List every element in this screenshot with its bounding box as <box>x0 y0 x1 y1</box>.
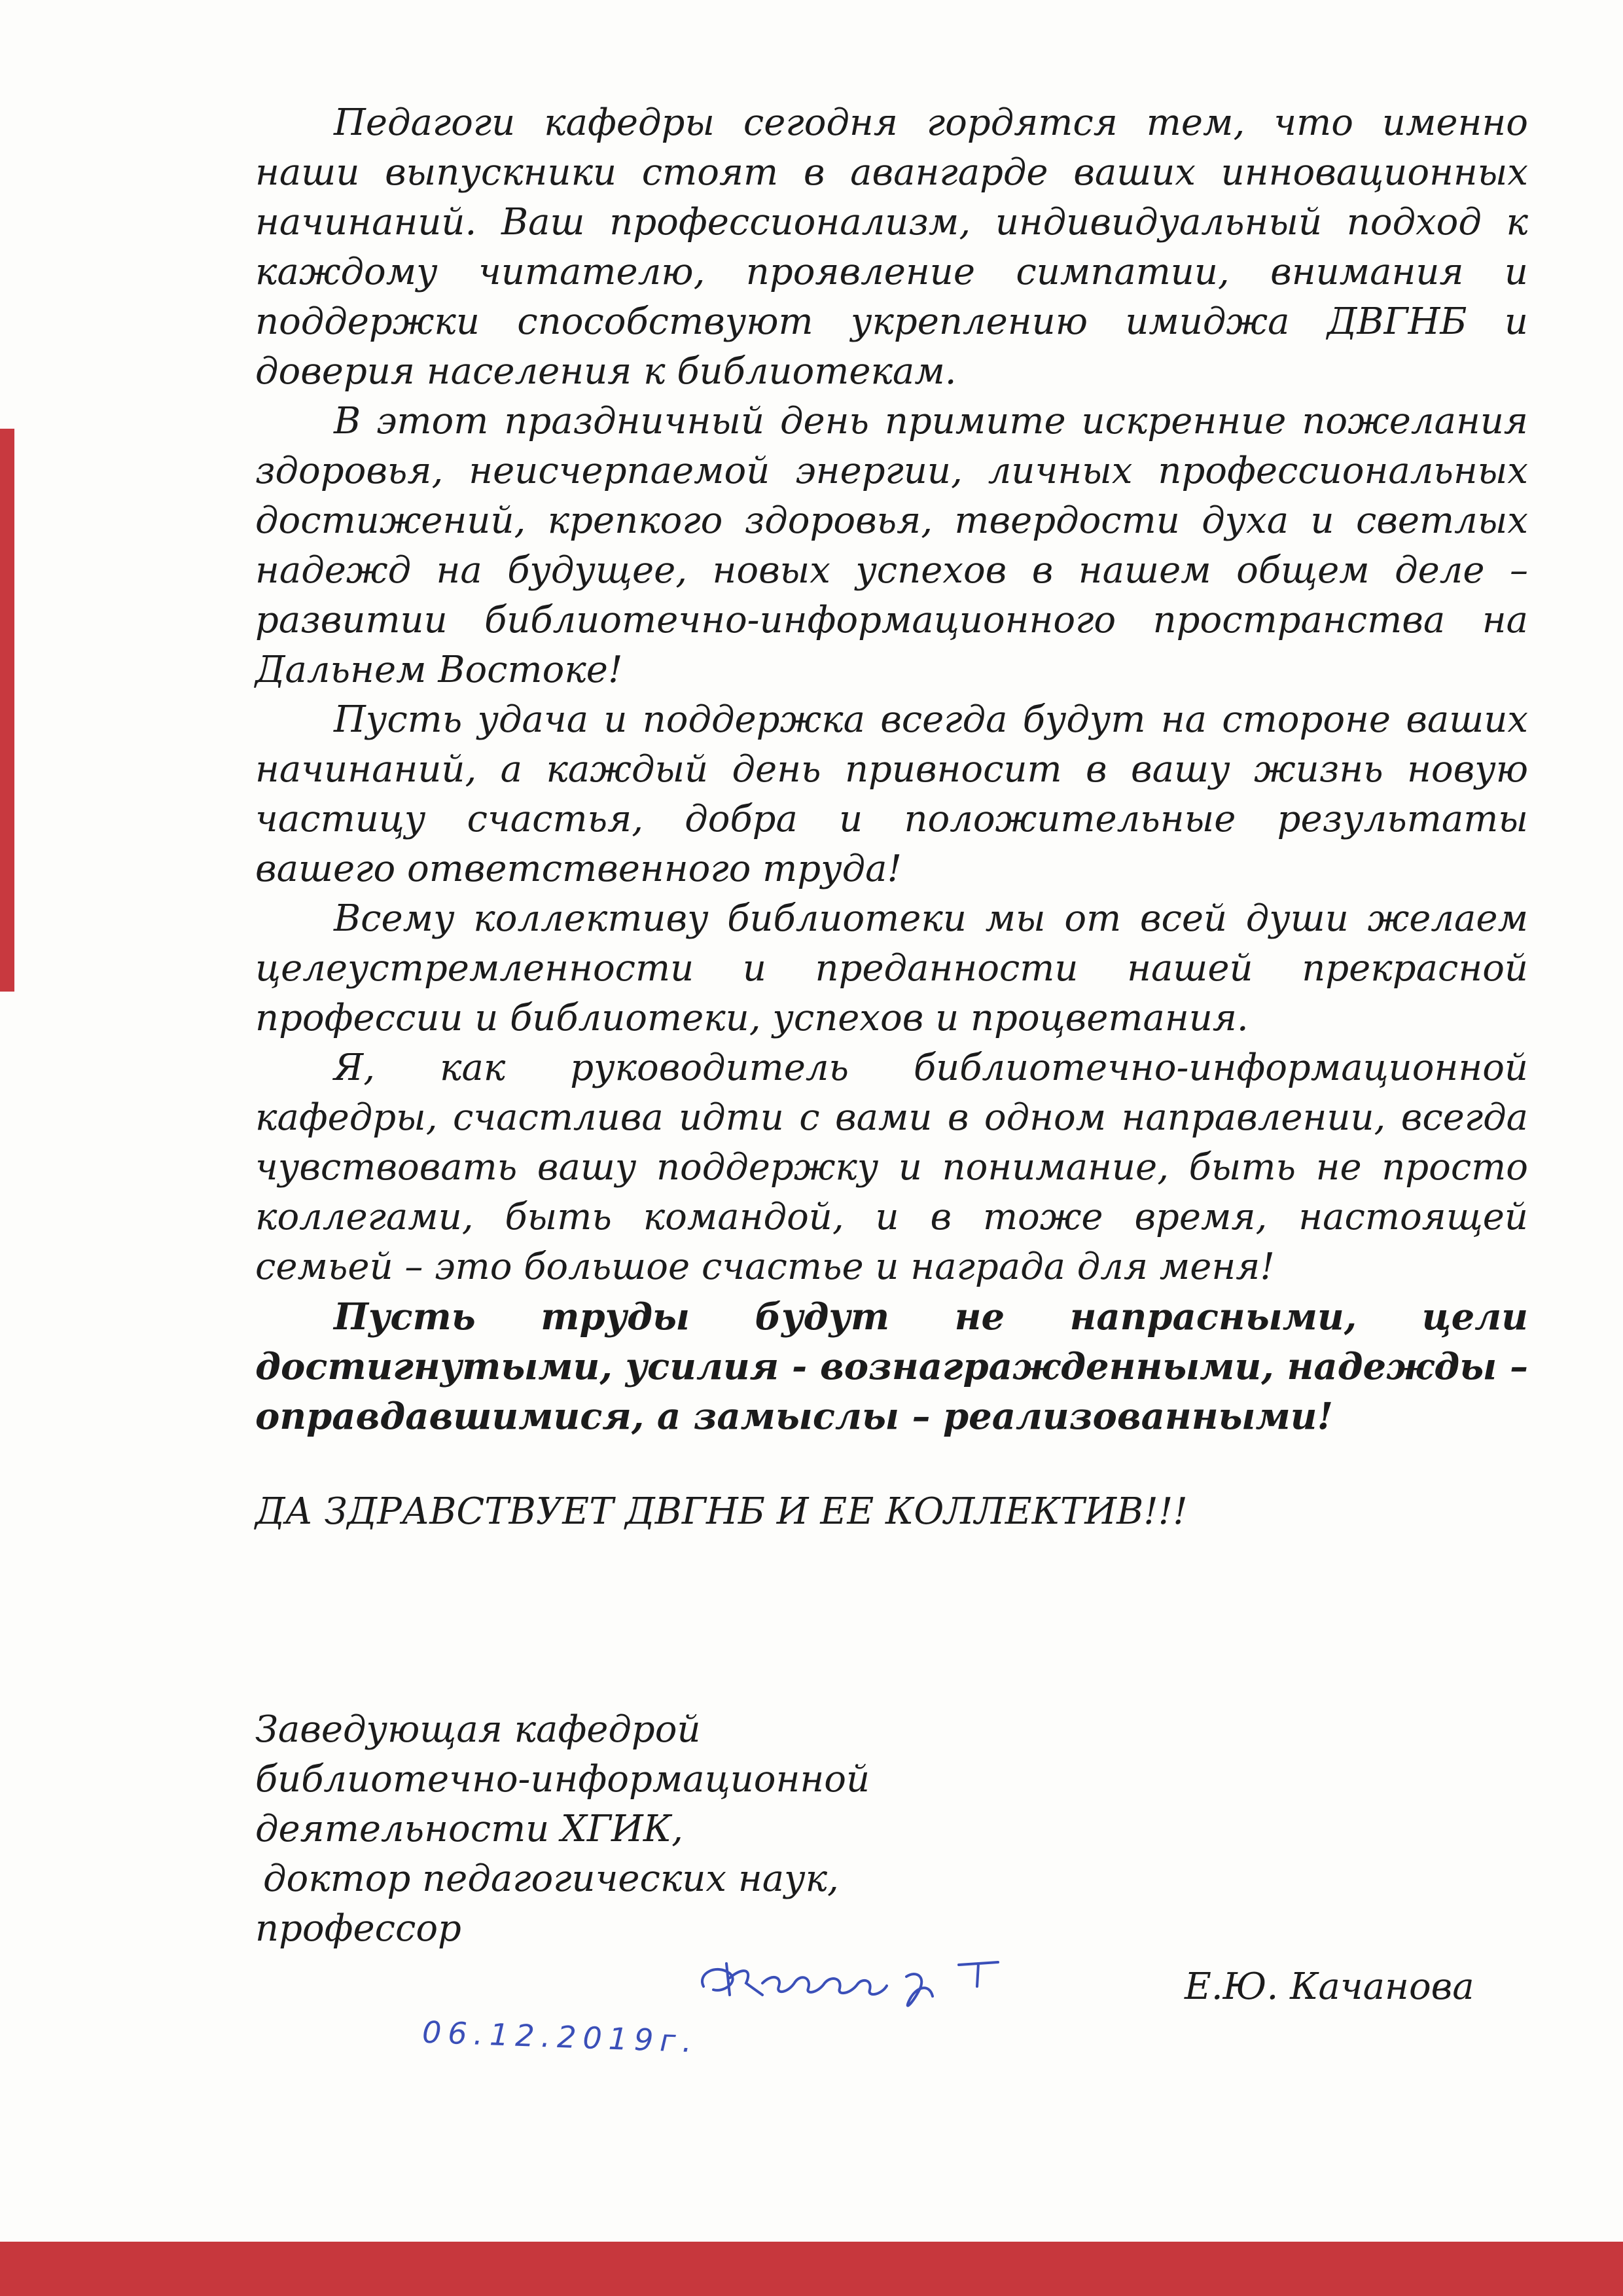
signatory-degree-line: доктор педагогических наук, <box>263 1857 839 1900</box>
signatory-position-line: библиотечно-информационной <box>255 1758 870 1801</box>
red-bottom-band <box>0 2242 1623 2296</box>
signatory-rank-line: профессор <box>255 1907 461 1950</box>
signatory-position-line: Заведующая кафедрой <box>255 1708 701 1751</box>
paragraph-4: Всему коллективу библиотеки мы от всей души желаем целеустремленности и преданности нашей прекрасной профессии и библиотеки, успехов и процветания. <box>255 897 1528 1039</box>
bold-wish-paragraph: Пусть труды будут не напрасными, цели достигнутыми, усилия - вознагражденными, надежды – оправдавшимися, а замыслы – реализованными! <box>255 1295 1528 1438</box>
handwritten-date: 06.12.2019г. <box>421 2014 699 2060</box>
signatory-title-block <box>255 1705 1171 1954</box>
paragraph-1: Педагоги кафедры сегодня гордятся тем, что именно наши выпускники стоят в авангарде ваших инновационных начинаний. Ваш профессионализм, индивидуальный подход к каждому читателю, проявление симпатии, внимания и поддержки способствуют укреплению имиджа ДВГНБ и доверия населения к библиотекам. <box>255 101 1528 393</box>
signatory-position-line: деятельности ХГИК, <box>255 1808 683 1850</box>
handwritten-signature <box>690 1937 1057 2016</box>
paragraph-3: Пусть удача и поддержка всегда будут на стороне ваших начинаний, а каждый день привносит в вашу жизнь новую частицу счастья, добра и положительные результаты вашего ответственного труда! <box>255 698 1528 890</box>
signatory-name: Е.Ю. Качанова <box>1185 1965 1474 2008</box>
red-edge-mark <box>0 429 14 992</box>
letter-body <box>255 98 1528 1537</box>
paragraph-5: Я, как руководитель библиотечно-информационной кафедры, счастлива идти с вами в одном направлении, всегда чувствовать вашу поддержку и понимание, быть не просто коллегами, быть командой, и в тоже время, настоящей семьей – это большое счастье и награда для меня! <box>255 1047 1528 1288</box>
paragraph-2: В этот праздничный день примите искренние пожелания здоровья, неисчерпаемой энергии, личных профессиональных достижений, крепкого здоровья, твердости духа и светлых надежд на будущее, новых успехов в нашем общем деле – развитии библиотечно-информационного пространства на Дальнем Востоке! <box>255 400 1528 691</box>
slogan: ДА ЗДРАВСТВУЕТ ДВГНБ И ЕЕ КОЛЛЕКТИВ!!! <box>255 1490 1188 1533</box>
